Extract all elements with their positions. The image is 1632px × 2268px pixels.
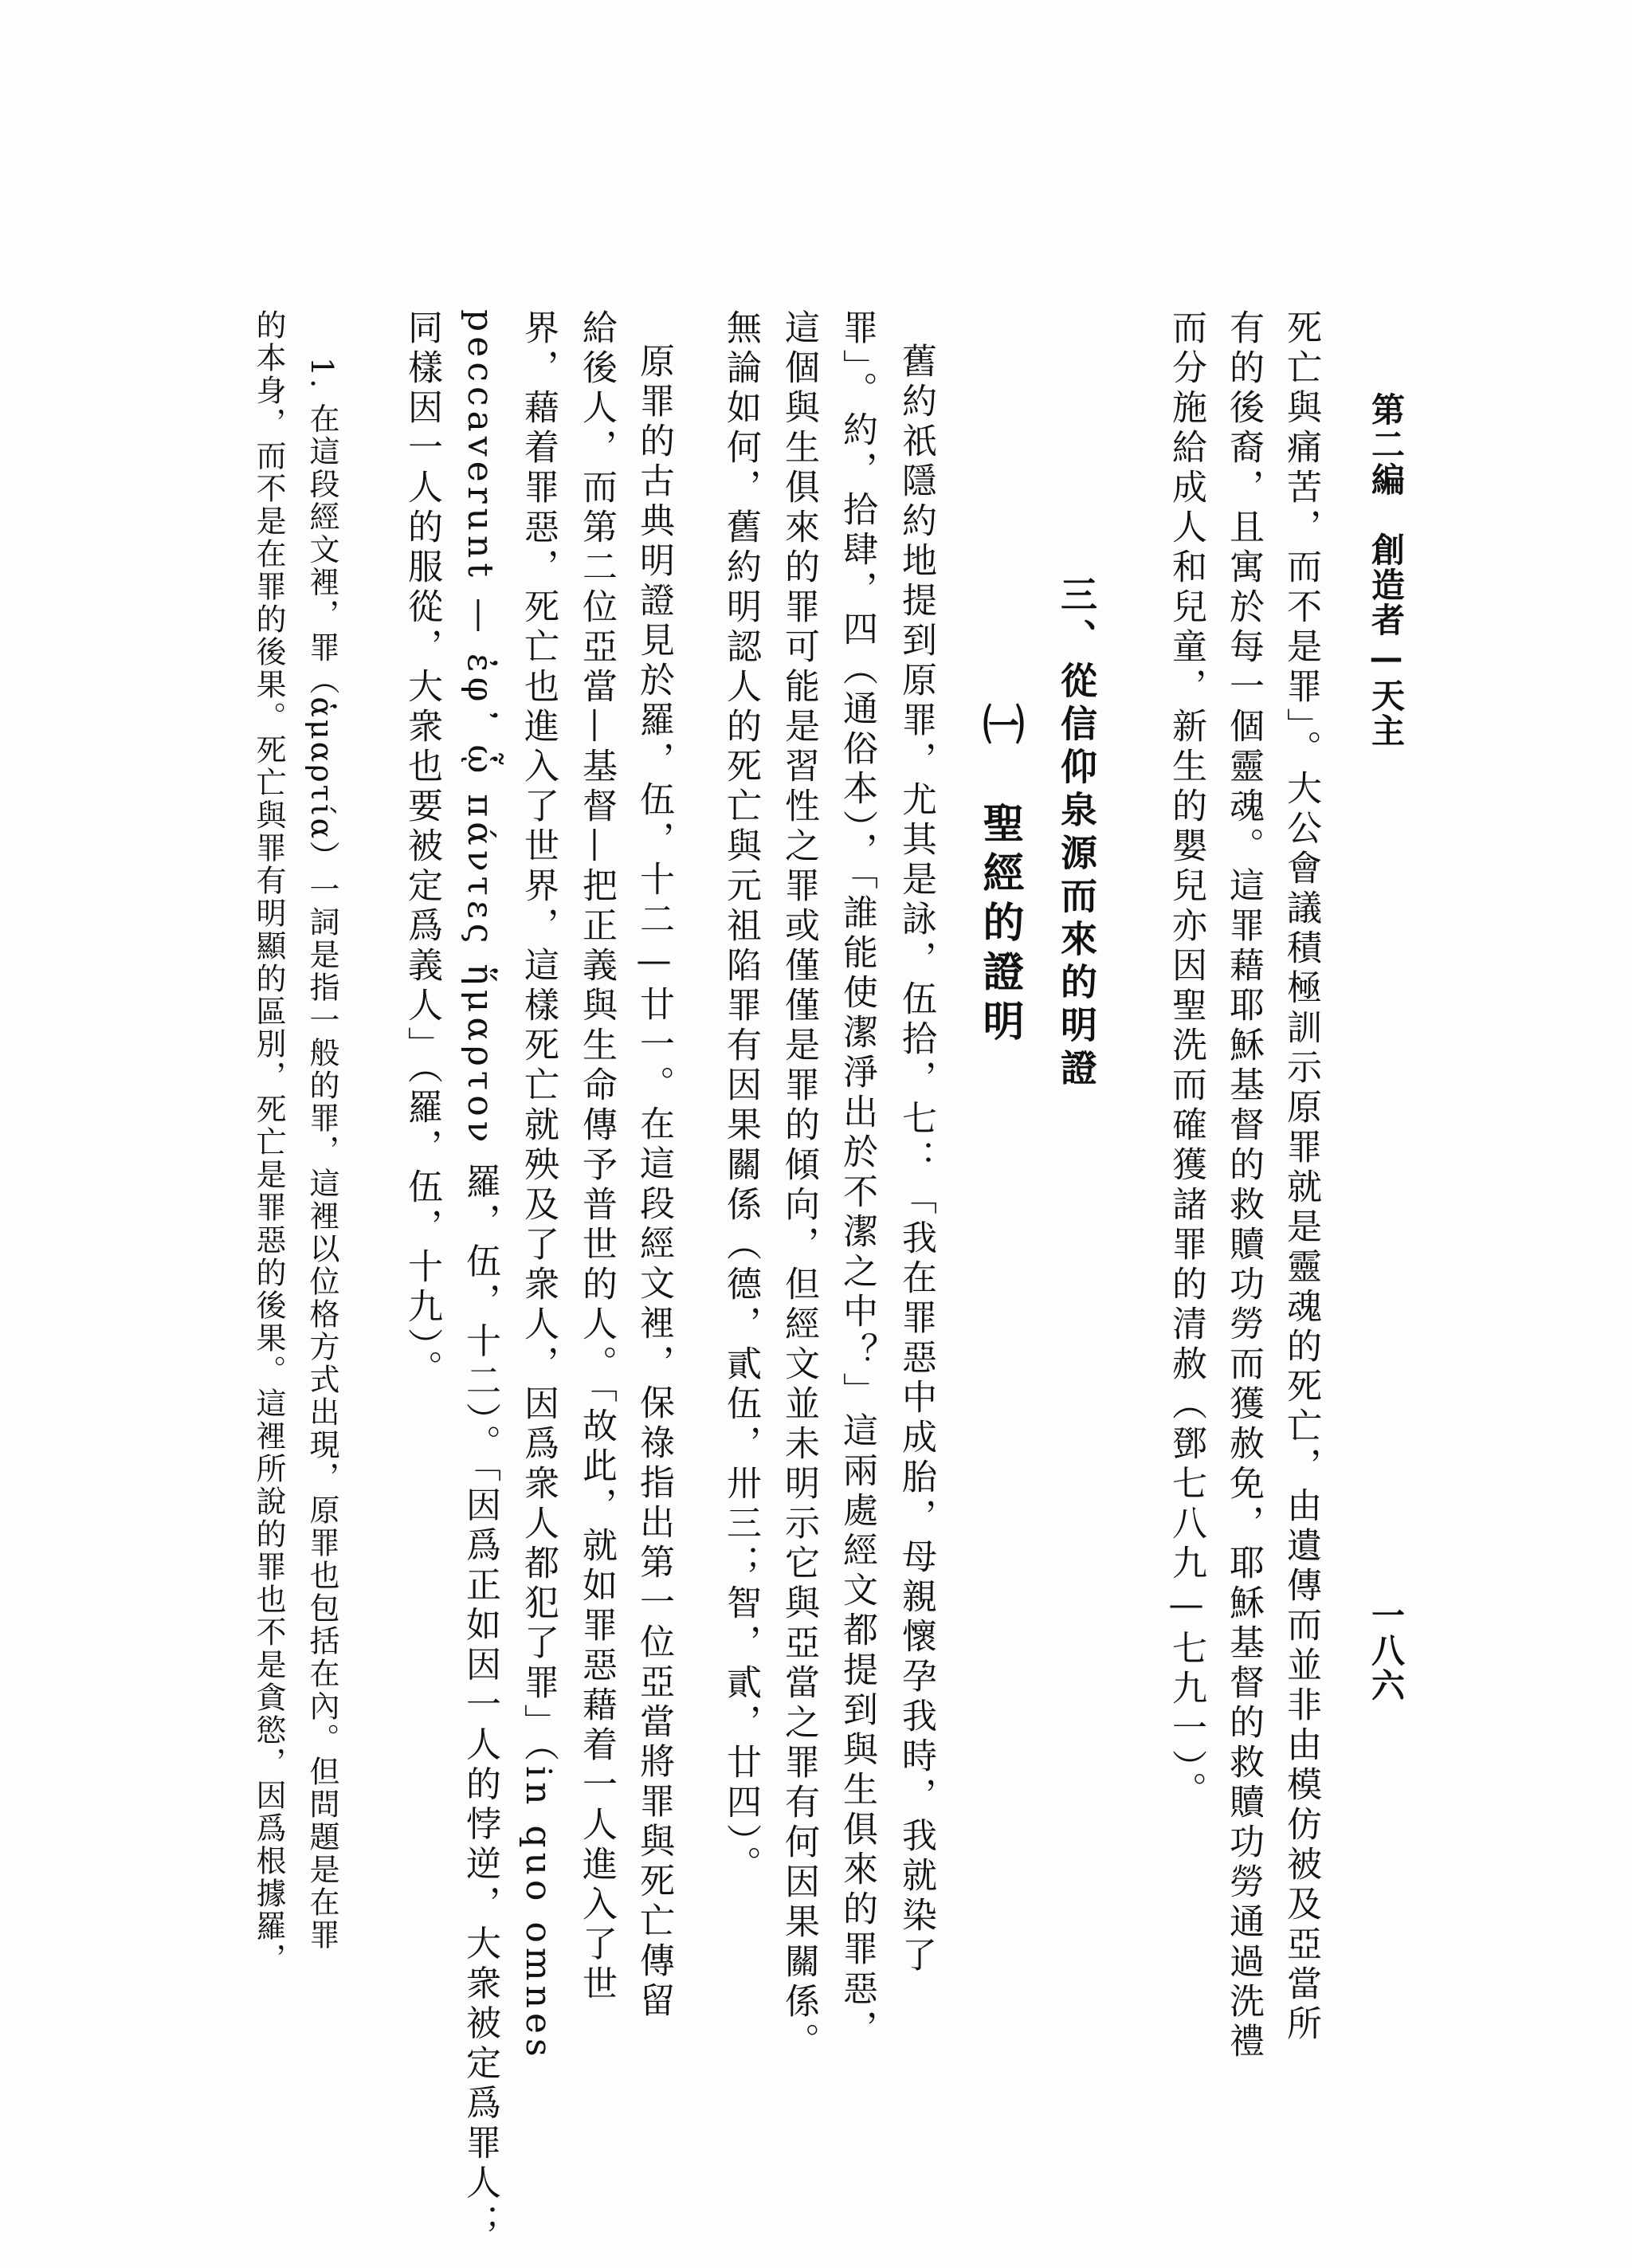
text-column-9: 給後人，而第二位亞當—基督—把正義與生命傳予普世的人。「故此，就如罪惡藉着一人進入了世 (576, 309, 617, 2005)
text-column-7: 無論如何，舊約明認人的死亡與元祖陷罪有因果關係（德，貳伍，卅三；智，貳，廿四）。 (720, 309, 761, 1885)
note-column-2: 的本身，而不是在罪的後果。死亡與罪有明顯的區別，死亡是罪惡的後果。這裡所說的罪也不是貪慾，因爲根據羅， (251, 309, 286, 1976)
text-column-4: 舊約祇隱約地提到原罪，尤其是詠，伍拾，七：「我在罪惡中成胎，母親懷孕我時，我就染了 (896, 343, 936, 1976)
running-header: 第二編 創造者—天主 (1367, 392, 1406, 748)
text-column-5: 罪」。約，拾肆，四（通俗本），「誰能使潔淨出於不潔之中？」這兩處經文都提到與生俱來的罪惡， (837, 309, 877, 2050)
subsection-heading: ㈠ 聖經的證明 (975, 703, 1024, 1049)
text-column-6: 這個與生俱來的罪可能是習性之罪或僅僅是罪的傾向，但經文並未明示它與亞當之罪有何因果關係。 (779, 309, 819, 2062)
text-column-8: 原罪的古典明證見於羅，伍，十二—廿一。在這段經文裡，保祿指出第一位亞當將罪與死亡傳留 (634, 343, 674, 2022)
text-column-11: peccaverunt — ἐφ᾽ ᾧ πάντες ἥμαρτον 羅，伍，十二）。「因爲正如因一人的悖逆，大衆被定爲罪人； (460, 309, 500, 2244)
note-column-1: 1. 在這段經文裡，罪（ἁμαρτία）一詞是指一般的罪，這裡以位格方式出現，原罪也包括在內。但問題是在罪 (304, 357, 339, 1952)
page-number: 一八六 (1367, 1598, 1406, 1703)
text-column-10: 界，藉着罪惡，死亡也進入了世界，這樣死亡就殃及了衆人，因爲衆人都犯了罪」（in quo omnes (518, 309, 559, 2062)
text-column-1: 死亡與痛苦，而不是罪」。大公會議積極訓示原罪就是靈魂的死亡，由遺傳而並非由模仿被及亞當所 (1281, 309, 1321, 2045)
text-column-3: 而分施給成人和兒童，新生的嬰兒亦因聖洗而確獲諸罪的清赦（鄧七八九—七九一）。 (1166, 309, 1206, 1811)
text-column-2: 有的後裔，且寓於每一個靈魂。這罪藉耶穌基督的救贖功勞而獲赦免，耶穌基督的救贖功勞通過洗禮 (1223, 309, 1264, 2062)
section-heading: 三、從信仰泉源而來的明證 (1055, 575, 1098, 1092)
text-column-12: 同樣因一人的服從，大衆也要被定爲義人」（羅，伍，十九）。 (402, 309, 442, 1390)
